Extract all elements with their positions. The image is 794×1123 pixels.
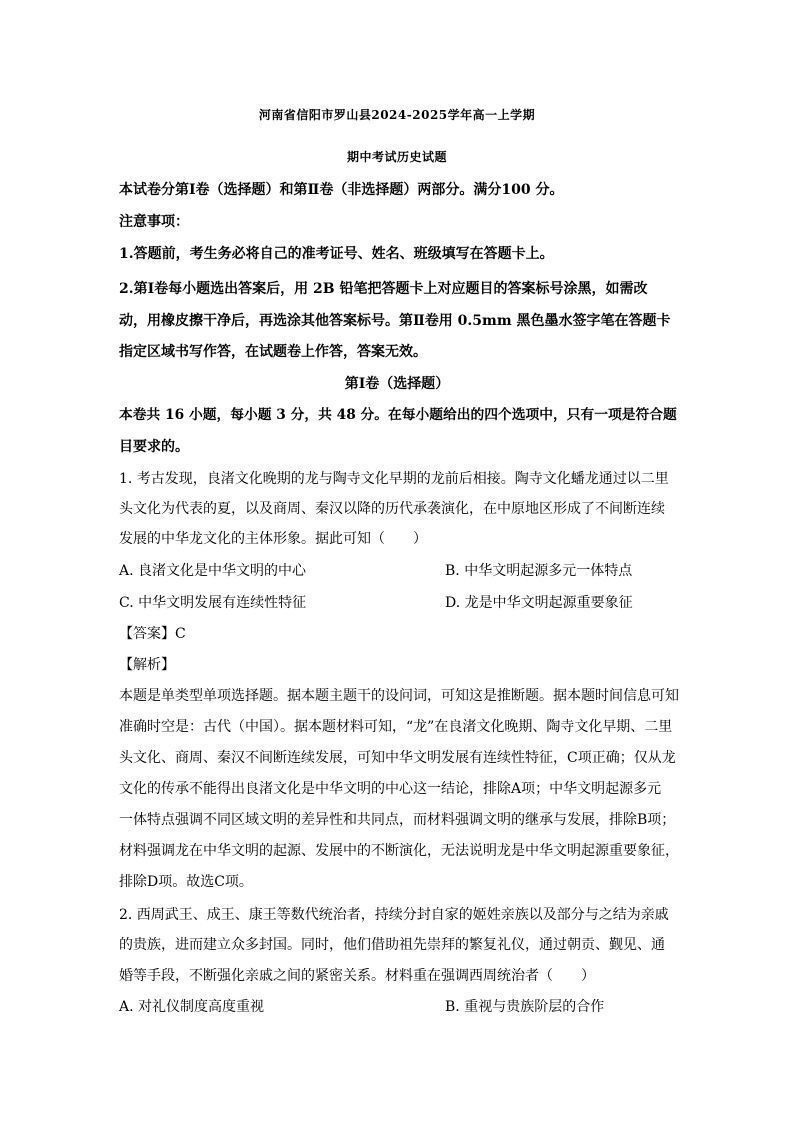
q1-option-a: A. 良渚文化是中华文明的中心 [119, 563, 307, 579]
q1-stem-line3: 发展的中华龙文化的主体形象。据此可知（ ） [119, 531, 427, 547]
section-1-instructions-line1: 本卷共 16 小题，每小题 3 分，共 48 分。在每小题给出的四个选项中，只有一项是符合题 [119, 407, 677, 423]
notice-item-1: 1.答题前，考生务必将自己的准考证号、姓名、班级填写在答题卡上。 [119, 246, 554, 262]
q1-option-b: B. 中华文明起源多元一体特点 [445, 563, 633, 579]
q1-analysis-line2: 准确时空是：古代（中国）。据本题材料可知，“龙”在良渚文化晚期、陶寺文化早期、二里 [119, 719, 673, 735]
q2-stem-line2: 的贵族，进而建立众多封国。同时，他们借助祖先崇拜的繁复礼仪，通过朝贡、觐见、通 [119, 937, 665, 953]
q1-analysis-line7: 排除D项。故选C项。 [119, 874, 253, 890]
q1-analysis-heading: 【解析】 [119, 657, 175, 673]
section-1-heading: 第Ⅰ卷（选择题） [344, 376, 450, 392]
exam-title-line1: 河南省信阳市罗山县2024-2025学年高一上学期 [258, 108, 536, 122]
notice-item-2-line2: 动，用橡皮擦干净后，再选涂其他答案标号。第Ⅱ卷用 0.5mm 黑色墨水签字笔在答题卡 [119, 313, 671, 329]
q1-analysis-line6: 材料强调龙在中华文明的起源、发展中的不断演化，无法说明龙是中华文明起源重要象征， [119, 843, 679, 859]
q1-option-c: C. 中华文明发展有连续性特征 [119, 595, 307, 611]
q1-analysis-line5: 一体特点强调不同区域文明的差异性和共同点，而材料强调文明的继承与发展，排除B项； [119, 812, 676, 828]
q1-answer: 【答案】C [119, 626, 186, 642]
exam-title-line2: 期中考试历史试题 [346, 150, 447, 164]
q1-option-d: D. 龙是中华文明起源重要象征 [445, 595, 633, 611]
section-1-instructions-line2: 目要求的。 [119, 439, 189, 455]
q2-option-a: A. 对礼仪制度高度重视 [119, 999, 265, 1015]
notice-item-2-line3: 指定区域书写作答，在试题卷上作答，答案无效。 [119, 344, 427, 360]
q1-analysis-line1: 本题是单类型单项选择题。据本题主题干的设问词，可知这是推断题。据本题时间信息可知 [119, 688, 679, 704]
q1-stem-line1: 1. 考古发现，良渚文化晚期的龙与陶寺文化早期的龙前后相接。陶寺文化蟠龙通过以二里 [119, 471, 669, 487]
q2-option-b: B. 重视与贵族阶层的合作 [445, 999, 605, 1015]
q1-analysis-line3: 头文化、商周、秦汉不间断连续发展，可知中华文明发展有连续性特征，C项正确；仅从龙 [119, 750, 676, 766]
notice-item-2-line1: 2.第Ⅰ卷每小题选出答案后，用 2B 铅笔把答题卡上对应题目的答案标号涂黑，如需改 [119, 281, 648, 297]
q2-stem-line1: 2. 西周武王、成王、康王等数代统治者，持续分封自家的姬姓亲族以及部分与之结为亲戚 [119, 907, 669, 923]
notice-heading: 注意事项： [119, 214, 189, 230]
q2-stem-line3: 婚等手段，不断强化亲戚之间的紧密关系。材料重在强调西周统治者（ ） [119, 968, 595, 984]
q1-analysis-line4: 文化的传承不能得出良渚文化是中华文明的中心这一结论，排除A项；中华文明起源多元 [119, 781, 662, 797]
exam-intro: 本试卷分第Ⅰ卷（选择题）和第Ⅱ卷（非选择题）两部分。满分100 分。 [119, 182, 564, 198]
q1-stem-line2: 头文化为代表的夏，以及商周、秦汉以降的历代承袭演化，在中原地区形成了不间断连续 [119, 501, 665, 517]
